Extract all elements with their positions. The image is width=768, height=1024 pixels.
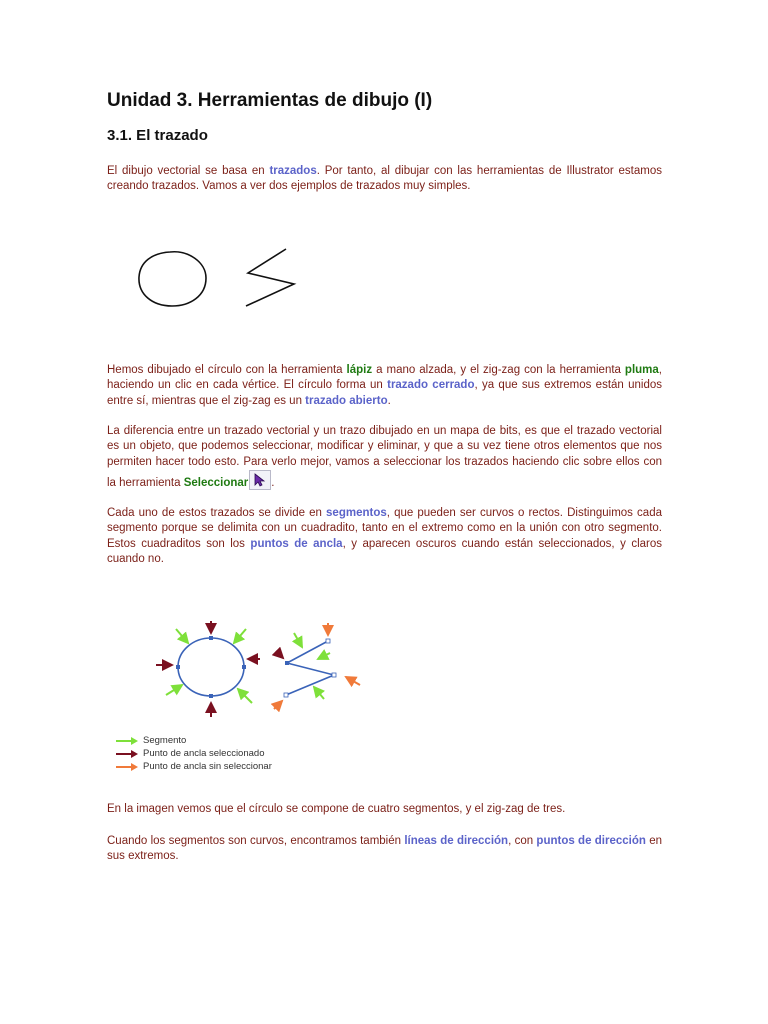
keyword-segmentos: segmentos bbox=[326, 507, 387, 519]
example-paths-figure bbox=[130, 240, 310, 320]
segment-arrow bbox=[166, 685, 182, 695]
segment-arrow bbox=[176, 629, 188, 643]
segment-arrow bbox=[294, 633, 302, 647]
anchor-point bbox=[285, 661, 289, 665]
keyword-trazado-cerrado: trazado cerrado bbox=[387, 379, 475, 392]
page-title: Unidad 3. Herramientas de dibujo (I) bbox=[107, 90, 433, 111]
segment-arrow bbox=[238, 689, 252, 703]
text-fragment: a mano alzada, y el zig-zag con la herramienta bbox=[372, 364, 625, 376]
anchor-point bbox=[209, 636, 213, 640]
selected-circle-path bbox=[178, 638, 244, 696]
segment-arrow bbox=[314, 687, 324, 699]
legend-label-selected: Punto de ancla seleccionado bbox=[143, 748, 265, 759]
keyword-seleccionar: Seleccionar bbox=[183, 476, 249, 489]
keyword-trazado-abierto: trazado abierto bbox=[305, 394, 388, 407]
text-fragment: en sus extremos. bbox=[107, 835, 662, 863]
selected-anchor-arrow bbox=[276, 651, 283, 658]
keyword-lineas-de-direccion: líneas de dirección bbox=[404, 835, 509, 847]
legend-label-segment: Segmento bbox=[143, 735, 187, 746]
anchor-point bbox=[242, 665, 246, 669]
dark-arrow-icon bbox=[115, 749, 139, 759]
keyword-lapiz: lápiz bbox=[346, 364, 373, 376]
text-fragment: , haciendo un clic en cada vértice. El círculo forma un bbox=[107, 364, 662, 392]
anchor-point bbox=[332, 673, 336, 677]
anchor-point bbox=[209, 694, 213, 698]
keyword-trazados: trazados bbox=[269, 165, 317, 177]
zigzag-path bbox=[246, 249, 294, 306]
text-fragment: . bbox=[387, 394, 391, 407]
unselected-anchor-arrow bbox=[346, 677, 360, 685]
text-fragment: . bbox=[271, 476, 275, 489]
anchor-point bbox=[326, 639, 330, 643]
selection-arrow-icon bbox=[249, 470, 271, 490]
text-fragment: La diferencia entre un trazado vectorial y un trazo dibujado en un mapa de bits, es que el trazado vectorial es un objeto, que podemos seleccionar, modificar y eliminar, y que a su vez tiene otros elementos que nos permiten hacer todo esto. Para verlo mejor, vamos a seleccionar los trazados haciendo clic sobre ellos con la herramienta bbox=[107, 425, 662, 489]
keyword-puntos-de-direccion: puntos de dirección bbox=[536, 835, 646, 847]
keyword-pluma: pluma bbox=[624, 364, 659, 376]
anchor-point bbox=[284, 693, 288, 697]
text-fragment: Cada uno de estos trazados se divide en bbox=[107, 507, 327, 519]
segment-arrow bbox=[234, 629, 246, 643]
direction-lines-paragraph bbox=[107, 834, 662, 865]
text-fragment: , y aparecen oscuros cuando están seleccionados, y claros cuando no. bbox=[107, 537, 662, 565]
text-fragment: . Por tanto, al dibujar con las herramientas de Illustrator estamos creando trazados. Vamos a ver dos ejemplos de trazados muy simples. bbox=[107, 165, 662, 193]
text-fragment: Hemos dibujado el círculo con la herramienta bbox=[107, 364, 347, 376]
text-fragment: , ya que sus extremos están unidos entre sí, mientras que el zig-zag es un bbox=[107, 379, 663, 407]
text-fragment: Cuando los segmentos son curvos, encontramos también bbox=[107, 835, 405, 847]
unselected-anchor-arrow bbox=[274, 701, 282, 709]
intro-paragraph bbox=[107, 164, 662, 195]
tools-paragraph bbox=[107, 363, 662, 409]
keyword-puntos-de-ancla: puntos de ancla bbox=[250, 537, 343, 550]
section-title: 3.1. El trazado bbox=[107, 127, 208, 144]
difference-paragraph bbox=[107, 424, 662, 491]
legend-label-unselected: Punto de ancla sin seleccionar bbox=[143, 761, 272, 772]
freehand-circle bbox=[139, 252, 206, 306]
segment-arrow bbox=[318, 653, 330, 659]
text-fragment: , con bbox=[508, 835, 537, 847]
segment-count-paragraph: En la imagen vemos que el círculo se compone de cuatro segmentos, y el zig-zag de tres. bbox=[107, 803, 566, 815]
anchor-point bbox=[176, 665, 180, 669]
segments-paragraph bbox=[107, 506, 662, 567]
selected-zigzag-path bbox=[286, 641, 334, 695]
green-arrow-icon bbox=[115, 736, 139, 746]
text-fragment: , que pueden ser curvos o rectos. Distinguimos cada segmento porque se delimita con un cuadradito, tanto en el extremo como en la unión con otro segmento. Estos cuadraditos son los bbox=[107, 507, 662, 550]
text-fragment: El dibujo vectorial se basa en bbox=[107, 165, 270, 177]
orange-arrow-icon bbox=[115, 762, 139, 772]
